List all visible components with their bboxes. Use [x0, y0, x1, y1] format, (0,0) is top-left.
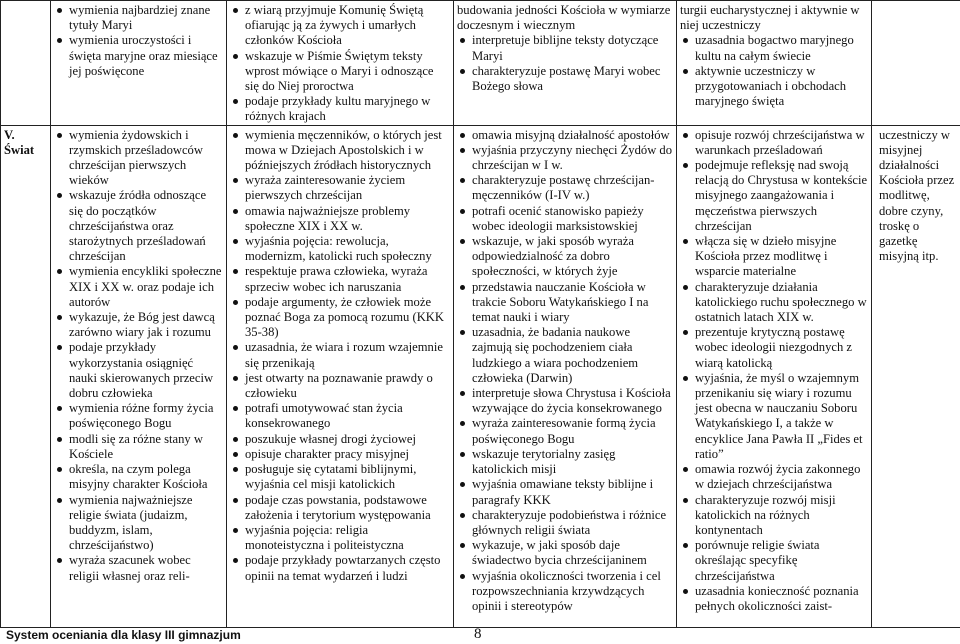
list-item: potrafi umotywować stan życia konsekrowanego — [230, 401, 450, 431]
cell-top-col3 — [227, 1, 454, 126]
list-item: charakteryzuje postawę Maryi wobec Bożego słowa — [457, 64, 673, 94]
footer-title: System oceniania dla klasy III gimnazjum — [6, 628, 241, 642]
cell-section-col2 — [51, 125, 227, 627]
criteria-list — [230, 3, 450, 125]
list-item: podaje przykłady powtarzanych często opinii na temat wydarzeń i ludzi — [230, 553, 450, 583]
list-item: wyraża zainteresowanie formą życia poświęconego Bogu — [457, 416, 673, 446]
continued-text: budowania jedności Kościoła w wymiarze doczesnym i wiecznym — [457, 3, 671, 33]
list-item: wymienia uroczystości i święta maryjne oraz miesiące jej poświęcone — [54, 33, 223, 79]
criteria-list — [457, 128, 673, 615]
cell-section-col3 — [227, 125, 454, 627]
list-item: wyjaśnia przyczyny niechęci Żydów do chrześcijan w I w. — [457, 143, 673, 173]
list-item: omawia misyjną działalność apostołów — [457, 128, 673, 143]
list-item: podaje przykłady wykorzystania osiągnięć nauki skierowanych przeciw dobru człowieka — [54, 340, 223, 401]
list-item: wyraża zainteresowanie życiem pierwszych chrześcijan — [230, 173, 450, 203]
list-item: podaje przykłady kultu maryjnego w różnych krajach — [230, 94, 450, 124]
list-item: wymienia męczenników, o których jest mowa w Dziejach Apostolskich i w późniejszych źródłach historycznych — [230, 128, 450, 174]
list-item: wyjaśnia pojęcia: religia monoteistyczna i politeistyczna — [230, 523, 450, 553]
cell-top-col5 — [677, 1, 872, 126]
cell-section-col5 — [677, 125, 872, 627]
table-row — [1, 1, 960, 126]
list-item: jest otwarty na poznawanie prawdy o człowieku — [230, 371, 450, 401]
list-item: omawia rozwój życia zakonnego w dziejach chrześcijaństwa — [680, 462, 868, 492]
list-item: charakteryzuje działania katolickiego ruchu społecznego w ostatnich latach XIX w. — [680, 280, 868, 326]
continued-text: turgii eucharystycznej i aktywnie w niej uczestniczy — [680, 3, 860, 33]
criteria-text: uczestniczy w misyjnej działalności Kościoła przez modlitwę, dobre czyny, troskę o gazetkę misyjną itp. — [879, 127, 955, 264]
list-item: podaje argumenty, że człowiek może poznać Boga za pomocą rozumu (KKK 35-38) — [230, 295, 450, 341]
cell-top-col4 — [454, 1, 677, 126]
list-item: respektuje prawa człowieka, wyraża sprzeciw wobec ich naruszania — [230, 264, 450, 294]
list-item: z wiarą przyjmuje Komunię Świętą ofiarując ją za żywych i umarłych członków Kościoła — [230, 3, 450, 49]
section-title: Świat — [4, 142, 35, 157]
list-item: wymienia różne formy życia poświęconego Bogu — [54, 401, 223, 431]
criteria-list — [54, 128, 223, 584]
list-item: wymienia żydowskich i rzymskich prześladowców chrześcijan pierwszych wieków — [54, 128, 223, 189]
list-item: interpretuje słowa Chrystusa i Kościoła wzywające do życia konsekrowanego — [457, 386, 673, 416]
criteria-list — [680, 128, 868, 615]
section-label-cell — [1, 125, 51, 627]
criteria-list — [230, 128, 450, 584]
list-item: charakteryzuje postawę chrześcijan-męczenników (I-IV w.) — [457, 173, 673, 203]
list-item: omawia najważniejsze problemy społeczne XIX i XX w. — [230, 204, 450, 234]
section-number: V. — [4, 127, 15, 142]
list-item: wyjaśnia okoliczności tworzenia i cel rozpowszechniania krzywdzących opinii i stereotypów — [457, 569, 673, 615]
list-item: wyjaśnia pojęcia: rewolucja, modernizm, katolicki ruch społeczny — [230, 234, 450, 264]
list-item: wykazuje, w jaki sposób daje świadectwo bycia chrześcijaninem — [457, 538, 673, 568]
list-item: określa, na czym polega misyjny charakter Kościoła — [54, 462, 223, 492]
list-item: uzasadnia, że badania naukowe zajmują się pochodzeniem ciała ludzkiego a wiara pochodzeniem człowieka (Darwin) — [457, 325, 673, 386]
list-item: wskazuje, w jaki sposób wyraża odpowiedzialność za dobro społeczności, w których żyje — [457, 234, 673, 280]
list-item: porównuje religie świata określając specyfikę chrześcijaństwa — [680, 538, 868, 584]
list-item: posługuje się cytatami biblijnymi, wyjaśnia cel misji katolickich — [230, 462, 450, 492]
cell-section-col6 — [872, 125, 960, 627]
cell-top-col2 — [51, 1, 227, 126]
list-item: wymienia najbardziej znane tytuły Maryi — [54, 3, 223, 33]
criteria-list — [54, 3, 223, 79]
list-item: wymienia najważniejsze religie świata (judaizm, buddyzm, islam, chrześcijaństwo) — [54, 493, 223, 554]
list-item: wskazuje w Piśmie Świętym teksty wprost mówiące o Maryi i odnoszące się do Niej proroctwa — [230, 49, 450, 95]
list-item: aktywnie uczestniczy w przygotowaniach i obchodach maryjnego święta — [680, 64, 868, 110]
list-item: poszukuje własnej drogi życiowej — [230, 432, 450, 447]
list-item: wymienia encykliki społeczne XIX i XX w. oraz podaje ich autorów — [54, 264, 223, 310]
list-item: uzasadnia bogactwo maryjnego kultu na całym świecie — [680, 33, 868, 63]
cell-top-col6-empty — [872, 1, 960, 126]
table-row — [1, 125, 960, 627]
criteria-list — [680, 33, 868, 109]
list-item: włącza się w dzieło misyjne Kościoła przez modlitwę i wsparcie materialne — [680, 234, 868, 280]
list-item: uzasadnia, że wiara i rozum wzajemnie się przenikają — [230, 340, 450, 370]
list-item: podaje czas powstania, podstawowe założenia i terytorium występowania — [230, 493, 450, 523]
list-item: przedstawia nauczanie Kościoła w trakcie Soboru Watykańskiego I na temat nauki i wiary — [457, 280, 673, 326]
list-item: wykazuje, że Bóg jest dawcą zarówno wiary jak i rozumu — [54, 310, 223, 340]
cell-section-col4 — [454, 125, 677, 627]
list-item: charakteryzuje rozwój misji katolickich na różnych kontynentach — [680, 493, 868, 539]
page-number: 8 — [474, 626, 482, 642]
criteria-list — [457, 33, 673, 94]
list-item: uzasadnia konieczność poznania pełnych okoliczności zaist- — [680, 584, 868, 614]
page-footer — [0, 627, 960, 644]
list-item: prezentuje krytyczną postawę wobec ideologii niezgodnych z wiarą katolicką — [680, 325, 868, 371]
list-item: interpretuje biblijne teksty dotyczące Maryi — [457, 33, 673, 63]
list-item: wskazuje źródła odnoszące się do początków chrześcijaństwa oraz starożytnych prześladowań chrześcijan — [54, 188, 223, 264]
list-item: podejmuje refleksję nad swoją relacją do Chrystusa w kontekście misyjnego zaangażowania i męczeństwa pierwszych chrześcijan — [680, 158, 868, 234]
list-item: wyjaśnia, że myśl o wzajemnym przenikaniu się wiary i rozumu jest obecna w nauczaniu Soboru Watykańskiego I, a także w encyklice Jana Pawła II „Fides et ratio” — [680, 371, 868, 462]
list-item: wskazuje terytorialny zasięg katolickich misji — [457, 447, 673, 477]
section-label-cell-empty — [1, 1, 51, 126]
list-item: potrafi ocenić stanowisko papieży wobec ideologii marksistowskiej — [457, 204, 673, 234]
list-item: opisuje rozwój chrześcijaństwa w warunkach prześladowań — [680, 128, 868, 158]
list-item: wyraża szacunek wobec religii własnej oraz reli- — [54, 553, 223, 583]
list-item: modli się za różne stany w Kościele — [54, 432, 223, 462]
list-item: wyjaśnia omawiane teksty biblijne i paragrafy KKK — [457, 477, 673, 507]
list-item: opisuje charakter pracy misyjnej — [230, 447, 450, 462]
list-item: charakteryzuje podobieństwa i różnice głównych religii świata — [457, 508, 673, 538]
